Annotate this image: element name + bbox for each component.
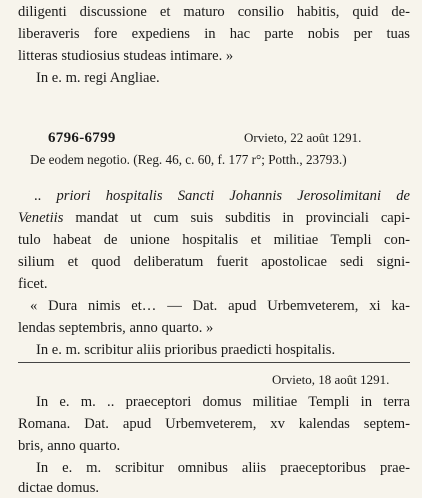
reference-subject: De eodem negotio. — [30, 152, 130, 167]
reference-source: (Reg. 46, c. 60, f. 177 r°; Potth., 23793.) — [133, 152, 347, 167]
text-fragment: Venetiis — [18, 210, 64, 226]
text-line — [18, 208, 410, 228]
text-line: tulo habeat de unione hospitalis et militiae Templi con- — [18, 232, 410, 248]
text-line — [34, 186, 410, 206]
entry-date: Orvieto, 18 août 1291. — [272, 372, 390, 387]
text-line: silium et quod deliberatum fuerit apostolicae sedi signi- — [18, 254, 410, 270]
text-fragment: priori hospitalis Sancti Johannis Jerosolimitani de — [56, 188, 410, 204]
text-line: bris, anno quarto. — [18, 438, 121, 454]
entry-number: 6796-6799 — [48, 130, 116, 146]
entry-date: Orvieto, 22 août 1291. — [244, 130, 362, 145]
text-line: « Dura nimis et… — Dat. apud Urbemveterem, xi ka- — [30, 298, 410, 314]
text-line: litteras studiosius studeas intimare. » — [18, 48, 234, 64]
text-line: In e. m. scribitur aliis prioribus praedicti hospitalis. — [36, 342, 336, 358]
section-divider — [18, 362, 410, 363]
entry-reference — [30, 150, 410, 170]
text-line: ficet. — [18, 276, 48, 292]
text-line: lendas septembris, anno quarto. » — [18, 320, 214, 336]
text-line: In e. m. regi Angliae. — [36, 70, 160, 86]
text-line: In e. m. scribitur omnibus aliis praeceptoribus prae- — [36, 460, 410, 476]
text-line: diligenti discussione et maturo consilio habitis, quid de- — [18, 4, 410, 20]
text-fragment: .. — [34, 188, 57, 204]
text-fragment: mandat ut cum suis subditis in provinciali capi- — [63, 210, 410, 226]
text-line: dictae domus. — [18, 480, 100, 496]
text-line: liberaveris fore expediens in hac parte nobis per tuas — [18, 26, 410, 42]
text-line: Romana. Dat. apud Urbemveterem, xv kalendas septem- — [18, 416, 410, 432]
text-line: In e. m. .. praeceptori domus militiae Templi in terra — [36, 394, 410, 410]
